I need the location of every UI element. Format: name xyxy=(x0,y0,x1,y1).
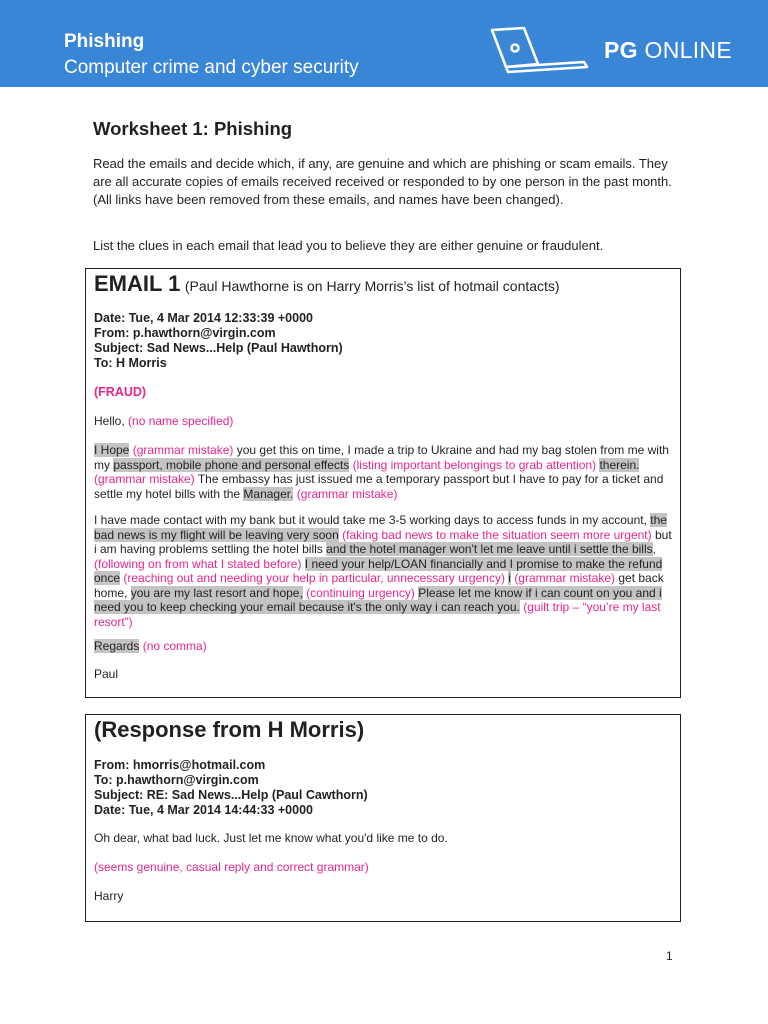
annotation: (listing important belongings to grab attention) xyxy=(352,457,597,472)
body-text: you get this on time, I made a trip to Ukraine and had my bag stolen from me with my xyxy=(94,443,669,472)
page-number: 1 xyxy=(666,949,673,963)
annotation: (guilt trip – “you’re my last resort”) xyxy=(94,600,661,629)
body-text: but i am having problems settling the hotel bills xyxy=(94,527,672,556)
highlighted-text: Manager. xyxy=(243,486,294,501)
annotation: (reaching out and needing your help in particular, unnecessary urgency) xyxy=(123,571,505,585)
greeting-text: Hello, xyxy=(94,414,125,428)
regards-annotation: (no comma) xyxy=(142,639,207,653)
email-1-date: Date: Tue, 4 Mar 2014 12:33:39 +0000 xyxy=(94,311,313,325)
body-text: get back home, xyxy=(94,571,664,600)
response-heading: (Response from H Morris) xyxy=(94,717,365,742)
pg-online-logo xyxy=(604,37,732,64)
email-1-signoff: Paul xyxy=(94,667,119,681)
logo-pg: PG xyxy=(604,37,638,63)
greeting-annotation: (no name specified) xyxy=(128,414,234,428)
email-1-regards xyxy=(94,639,672,654)
email-1-title: EMAIL 1 xyxy=(94,271,181,296)
response-subject: Subject: RE: Sad News...Help (Paul Cawthorn) xyxy=(94,788,368,802)
response-box xyxy=(85,714,681,922)
email-1-headers xyxy=(94,311,672,371)
response-headers xyxy=(94,758,672,818)
regards-text: Regards xyxy=(94,639,140,653)
annotation: (continuing urgency) xyxy=(306,585,415,600)
body-text: The embassy has just issued me a temporary passport but I have to pay for a ticket and settle my hotel bills with the xyxy=(94,472,664,501)
worksheet-title: Worksheet 1: Phishing xyxy=(93,118,293,139)
annotation: (following on from what I stated before) xyxy=(94,556,302,571)
highlighted-text: and the hotel manager won't let me leave until i settle the bills xyxy=(326,542,653,556)
instruction-paragraph: List the clues in each email that lead you to believe they are either genuine or fraudulent. xyxy=(93,238,604,253)
email-1-heading xyxy=(94,271,672,297)
laptop-icon xyxy=(486,26,590,78)
response-annotation: (seems genuine, casual reply and correct grammar) xyxy=(94,860,369,874)
highlighted-text: the bad news is my flight will be leaving very soon xyxy=(94,513,667,542)
highlighted-text: i xyxy=(508,571,511,585)
highlighted-text: passport, mobile phone and personal effects xyxy=(113,457,350,472)
response-body: Oh dear, what bad luck. Just let me know what you'd like me to do. xyxy=(94,831,448,845)
highlighted-text: I Hope xyxy=(94,443,130,457)
annotation: (faking bad news to make the situation seem more urgent) xyxy=(342,527,652,542)
logo-online: ONLINE xyxy=(637,37,732,63)
response-to: To: p.hawthorn@virgin.com xyxy=(94,773,259,787)
email-1-from: From: p.hawthorn@virgin.com xyxy=(94,326,276,340)
body-text: I have made contact with my bank but it would take me 3-5 working days to access funds in my account, xyxy=(94,513,647,527)
highlighted-text: therein. xyxy=(599,457,640,472)
response-from: From: hmorris@hotmail.com xyxy=(94,758,266,772)
header-subtitle: Computer crime and cyber security xyxy=(64,57,359,78)
email-1-context-note: (Paul Hawthorne is on Harry Morris’s list of hotmail contacts) xyxy=(184,278,560,294)
page-header xyxy=(0,0,768,87)
annotation: (grammar mistake) xyxy=(132,443,234,457)
highlighted-text: Please let me know if i can count on you and i need you to keep checking your email because it's the only way i can reach you. xyxy=(94,585,662,614)
email-1-verdict: (FRAUD) xyxy=(94,385,147,399)
annotation: (grammar mistake) xyxy=(296,486,398,501)
response-signoff: Harry xyxy=(94,889,124,903)
email-1-paragraph-1 xyxy=(94,443,672,501)
header-title: Phishing xyxy=(64,31,145,52)
annotation: (grammar mistake) xyxy=(94,472,195,486)
response-date: Date: Tue, 4 Mar 2014 14:44:33 +0000 xyxy=(94,803,313,817)
email-1-subject: Subject: Sad News...Help (Paul Hawthorn) xyxy=(94,341,343,355)
email-1-paragraph-2: I have made contact with my bank but it would take me 3-5 working days to access funds in my account, the bad news is my flight will be leaving very soon (faking bad news to make the situation seem more urgent) but i am having problems settling the hotel bills and the hotel manager won't let me leave until i settle the bills, (following on from what I stated before) I need your help/LOAN financially and I promise to make the refund once (reaching out and needing your help in particular, unnecessary urgency) i (grammar mistake) get back home, you are my last resort and hope, (continuing urgency) Please let me know if i can count on you and i need you to keep checking your email because it's the only way i can reach you. (guilt trip – “you’re my last resort”) xyxy=(94,513,672,629)
email-1-to: To: H Morris xyxy=(94,356,167,370)
highlighted-text: I need your help/LOAN financially and I promise to make the refund once xyxy=(94,556,663,585)
highlighted-text: you are my last resort and hope, xyxy=(130,585,303,600)
annotation: (grammar mistake) xyxy=(514,571,615,585)
intro-paragraph: Read the emails and decide which, if any, are genuine and which are phishing or scam emails. They are all accurate copies of emails received received or responded to by one person in the past month. (All links have been removed from these emails, and names have been changed). xyxy=(93,156,672,207)
email-1-box xyxy=(85,268,681,698)
email-1-greeting xyxy=(94,414,672,429)
